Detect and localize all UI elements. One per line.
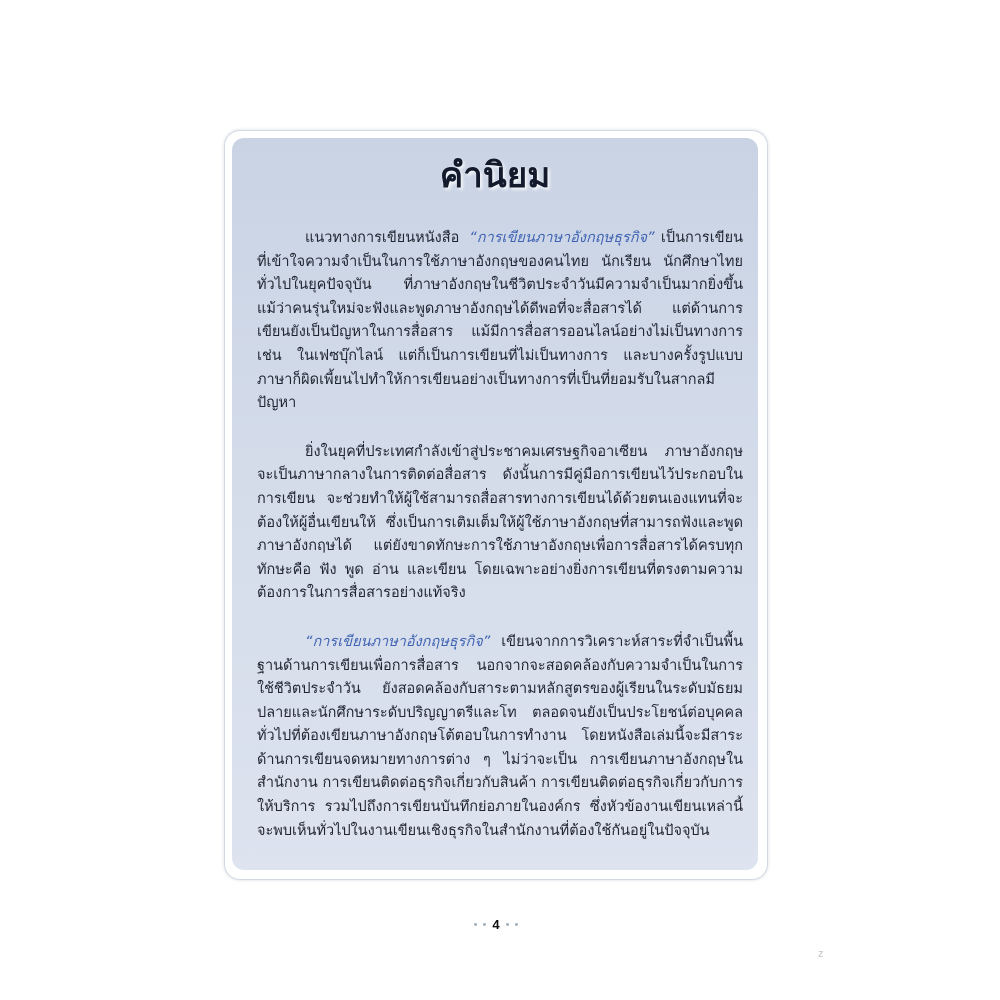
page-number-indicator [466,914,526,934]
page-number: 4 [492,916,500,932]
dot-icon [515,923,518,926]
paragraph-2: ยิ่งในยุคที่ประเทศกำลังเข้าสู่ประชาคมเศรษฐกิจอาเซียน ภาษาอังกฤษจะเป็นภาษากลางในการติดต่อสื่อสาร ดังนั้นการมีคู่มือการเขียนไว้ประกอบในการเขียน จะช่วยทำให้ผู้ใช้สามารถสื่อสารทางการเขียนได้ด้วยตนเองแทนที่จะต้องให้ผู้อื่นเขียนให้ ซึ่งเป็นการเติมเต็มให้ผู้ใช้ภาษาอังกฤษที่สามารถฟังและพูดภาษาอังกฤษได้ แต่ยังขาดทักษะการใช้ภาษาอังกฤษเพื่อการสื่อสารได้ครบทุกทักษะคือ ฟัง พูด อ่าน และเขียน โดยเฉพาะอย่างยิ่งการเขียนที่ตรงตามความต้องการในการสื่อสารอย่างแท้จริง [257,443,743,602]
body-text [257,227,743,843]
paragraph-1-text: เป็นการเขียนที่เข้าใจความจำเป็นในการใช้ภาษาอังกฤษของคนไทย นักเรียน นักศึกษาไทยทั่วไปในยุคปัจจุบัน ที่ภาษาอังกฤษในชีวิตประจำวันมีความจำเป็นมากยิ่งขึ้น แม้ว่าคนรุ่นใหม่จะฟังและพูดภาษาอังกฤษได้ดีพอที่จะสื่อสารได้ แต่ด้านการเขียนยังเป็นปัญหาในการสื่อสาร แม้มีการสื่อสารออนไลน์อย่างไม่เป็นทางการ เช่น ในเฟซบุ๊กไลน์ แต่ก็เป็นการเขียนที่ไม่เป็นทางการ และบางครั้งรูปแบบภาษาก็ผิดเพี้ยนไปทำให้การเขียนอย่างเป็นทางการที่เป็นที่ยอมรับในสากลมีปัญหา [257,230,743,412]
paragraph-1-lead: แนวทางการเขียนหนังสือ [305,230,460,246]
book-title-reference: “การเขียนภาษาอังกฤษธุรกิจ” [469,230,655,246]
dot-icon [506,923,509,926]
corner-mark: z [818,948,824,960]
page-title: คำนิยม [439,156,551,196]
book-title-reference: “การเขียนภาษาอังกฤษธุรกิจ” [305,633,491,650]
dot-icon [483,923,486,926]
paragraph-3-text: เขียนจากการวิเคราะห์สาระที่จำเป็นพื้นฐานด้านการเขียนเพื่อการสื่อสาร นอกจากจะสอดคล้องกับความจำเป็นในการใช้ชีวิตประจำวัน ยังสอดคล้องกับสาระตามหลักสูตรของผู้เรียนในระดับมัธยมปลายและนักศึกษาระดับปริญญาตรีและโท ตลอดจนยังเป็นประโยชน์ต่อบุคคลทั่วไปที่ต้องเขียนภาษาอังกฤษโต้ตอบในการทำงาน โดยหนังสือเล่มนี้จะมีสาระด้านการเขียนจดหมายทางการต่าง ๆ ไม่ว่าจะเป็น การเขียนภาษาอังกฤษในสำนักงาน การเขียนติดต่อธุรกิจเกี่ยวกับสินค้า การเขียนติดต่อธุรกิจเกี่ยวกับการให้บริการ รวมไปถึงการเขียนบันทึกย่อภายในองค์กร ซึ่งหัวข้องานเขียนเหล่านี้จะพบเห็นทั่วไปในงานเขียนเชิงธุรกิจในสำนักงานที่ต้องใช้กันอยู่ในปัจจุบัน [257,633,743,839]
dot-icon [474,923,477,926]
paragraph-1 [257,227,743,416]
paragraph-3 [257,631,743,843]
